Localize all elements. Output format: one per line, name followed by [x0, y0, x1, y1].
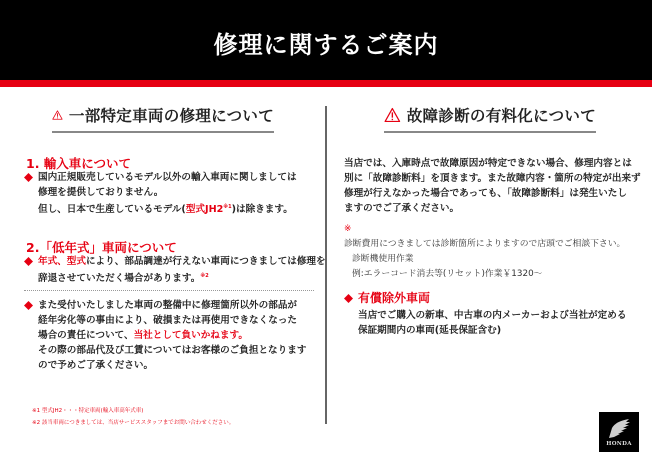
- exempt-title: 有償除外車両: [358, 291, 431, 305]
- note-mark: ※: [344, 224, 352, 234]
- highlight: 当社として負いかねます。: [133, 330, 248, 341]
- section1-line: [38, 200, 297, 217]
- note-line: 診断機使用作業: [352, 254, 414, 264]
- text: により、部品調達が行えない車両につきましては修理を: [85, 256, 326, 267]
- section1-title: 1. 輸入車について: [26, 156, 132, 171]
- section2-line: [38, 269, 326, 286]
- section3-line: ので予めご了承ください。: [38, 360, 154, 371]
- honda-wing-icon: [606, 418, 632, 440]
- diamond-bullet-icon: [344, 294, 353, 303]
- diamond-bullet-icon: [24, 173, 33, 182]
- text: )は除きます。: [231, 204, 293, 215]
- section3-bullet: [24, 298, 306, 373]
- right-heading-text: 故障診断の有料化について: [406, 107, 596, 125]
- accent-band: [0, 80, 652, 87]
- diagnosis-paragraph: [344, 156, 641, 216]
- paragraph-line: 当店では、入庫時点で故障原因が特定できない場合、修理内容とは: [344, 158, 632, 169]
- warning-triangle-icon: [384, 105, 401, 125]
- footnote: ※2 該当車両につきましては、当店サービススタッフまでお問い合わせください。: [32, 420, 235, 426]
- footnote: ※1 型式JH2・・・特定車両(輸入車高年式車): [32, 408, 144, 414]
- text: 場合の責任について、: [38, 330, 134, 341]
- section2-line: [38, 254, 326, 269]
- section3-line: 経年劣化等の事由により、破損または再使用できなくなった: [38, 315, 298, 326]
- section3-line: その際の部品代及び工賃についてはお客様のご負担となります: [38, 345, 307, 356]
- diamond-bullet-icon: [24, 257, 33, 266]
- paragraph-line: ますのでご了承ください。: [344, 203, 460, 214]
- dotted-separator: [24, 290, 314, 291]
- paragraph-line: 別に「故障診断料」を頂きます。また故障内容・箇所の特定が出来ず: [344, 173, 641, 184]
- model-code: 型式JH2: [185, 204, 224, 215]
- footnotes: [32, 405, 234, 429]
- header-bar: [0, 0, 652, 80]
- section1-bullet: [24, 170, 297, 217]
- text: 診断費用につきましては診断箇所によりますので店頭でご相談下さい。: [344, 239, 626, 249]
- left-section-heading: [52, 104, 274, 133]
- note-line: 例:エラーコード消去等(リセット)作業￥1320～: [352, 269, 543, 279]
- note-line: [344, 222, 625, 252]
- diagnosis-note: [344, 222, 625, 282]
- footnote-ref: ※2: [200, 273, 209, 279]
- text: 但し、日本で生産しているモデル(: [38, 204, 186, 215]
- paragraph-line: 修理が行えなかった場合であっても、「故障診断料」は発生いたし: [344, 188, 627, 199]
- section1-line: 国内正規販売しているモデル以外の輸入車両に関しましては: [38, 172, 297, 183]
- footnote-ref: ※1: [223, 204, 232, 210]
- right-section-heading: [384, 104, 596, 133]
- text: 辞退させていただく場合があります。: [38, 273, 201, 284]
- section3-line: [38, 328, 306, 343]
- page-title: 修理に関するご案内: [213, 31, 439, 59]
- brand-name: HONDA: [606, 441, 632, 447]
- section2-bullet: [24, 254, 326, 286]
- honda-logo: [599, 412, 639, 452]
- diamond-bullet-icon: [24, 301, 33, 310]
- exempt-line: 当店でご購入の新車、中古車の内メーカーおよび当社が定める: [358, 310, 627, 321]
- section1-line: 修理を提供しておりません。: [38, 187, 164, 198]
- section2-title: 2.「低年式」車両について: [26, 240, 177, 255]
- exempt-line: 保証期間内の車両(延長保証含む): [358, 325, 502, 336]
- left-heading-text: 一部特定車両の修理について: [68, 107, 274, 125]
- warning-triangle-icon: [52, 105, 63, 125]
- exempt-block: [344, 291, 626, 338]
- highlight: 年式、型式: [38, 256, 86, 267]
- section3-line: また受付いたしました車両の整備中に修理箇所以外の部品が: [38, 300, 298, 311]
